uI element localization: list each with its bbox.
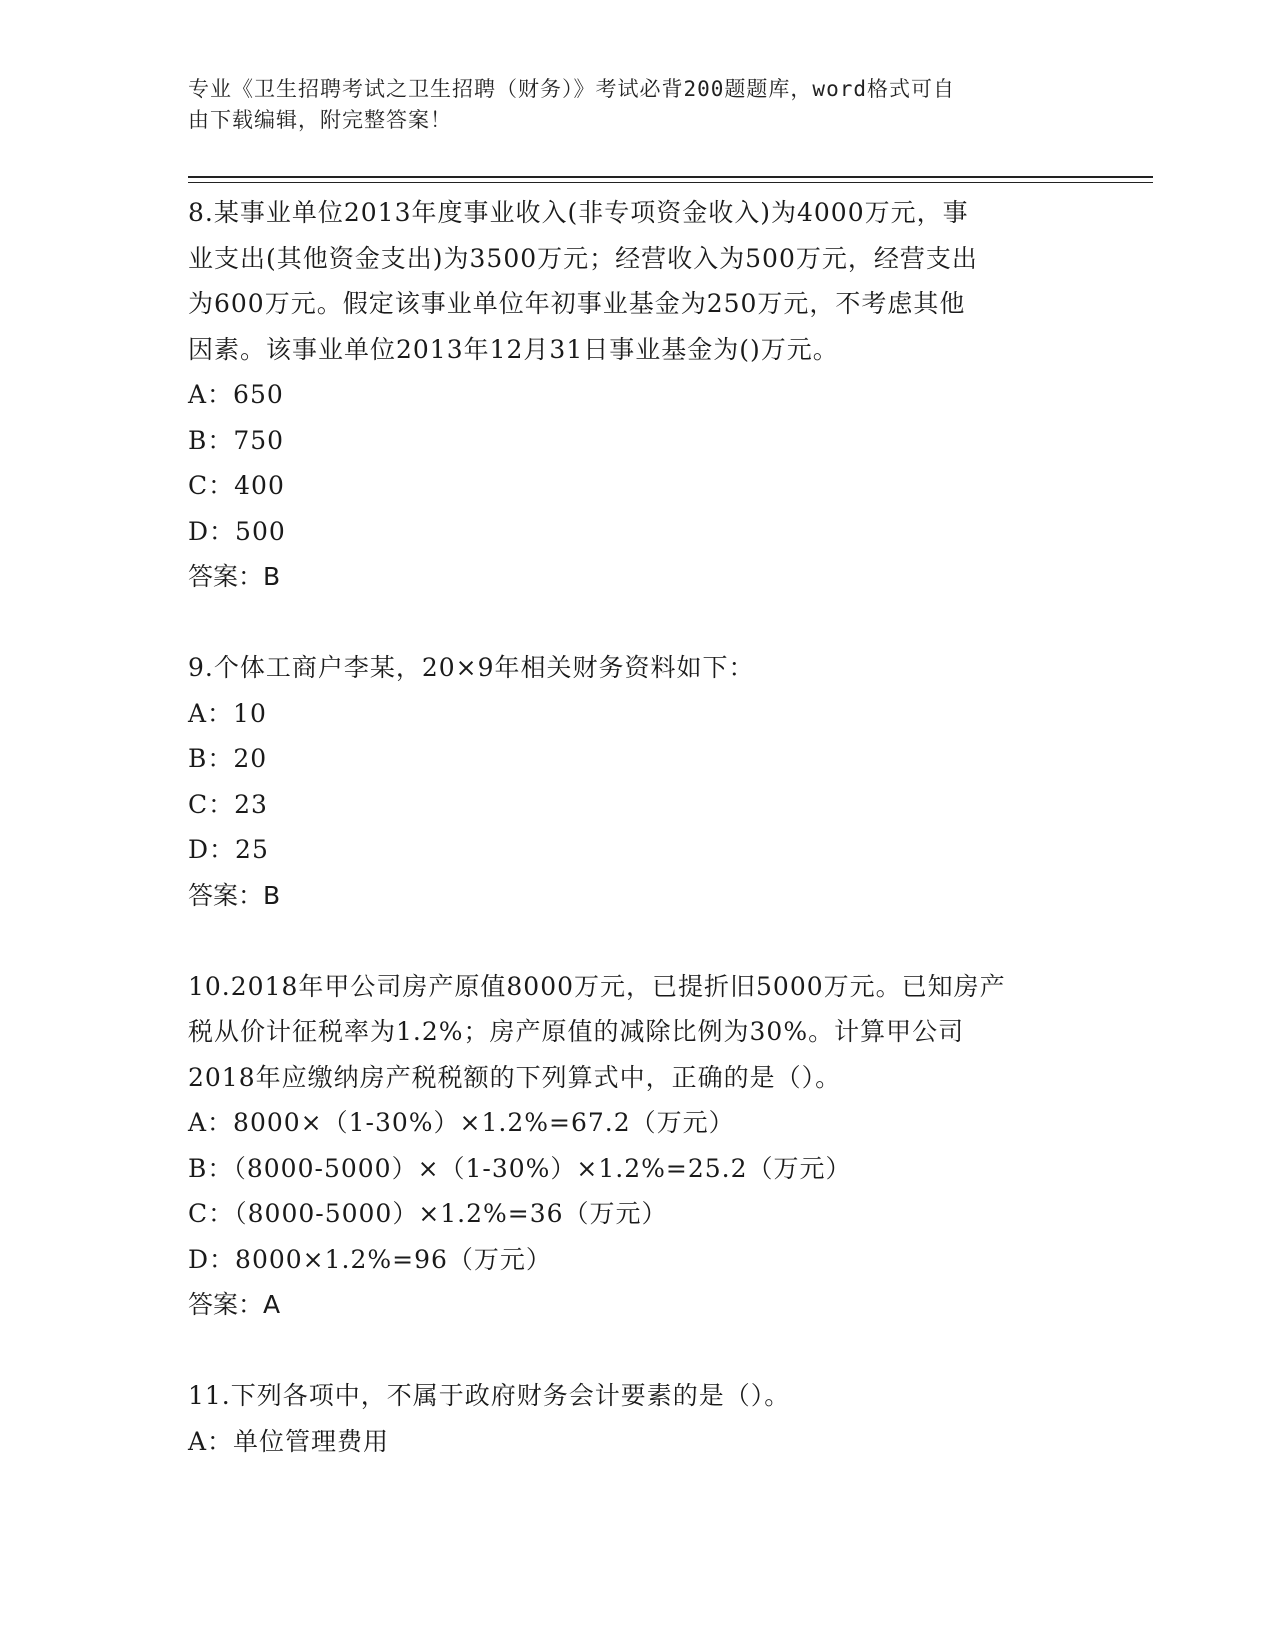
question-block xyxy=(188,1373,1088,1464)
option-a: A：10 xyxy=(188,698,267,728)
question-text-line: 10.2018年甲公司房产原值8000万元，已提折旧5000万元。已知房产 xyxy=(188,971,1006,1001)
question-text-line: 业支出(其他资金支出)为3500万元；经营收入为500万元，经营支出 xyxy=(188,243,978,273)
header-divider-thin xyxy=(188,182,1153,183)
question-text-line: 11.下列各项中，不属于政府财务会计要素的是（）。 xyxy=(188,1381,791,1410)
question-text-line: 8.某事业单位2013年度事业收入(非专项资金收入)为4000万元，事 xyxy=(188,198,969,227)
question-block xyxy=(188,964,1088,1328)
question-list xyxy=(188,190,1088,1464)
answer-line: 答案：B xyxy=(188,562,281,591)
option-c: C：（8000-5000）×1.2%=36（万元） xyxy=(188,1199,668,1228)
header-title-line-2: 由下载编辑，附完整答案！ xyxy=(188,108,452,132)
option-d: D：8000×1.2%=96（万元） xyxy=(188,1244,552,1274)
option-a: A：8000×（1-30%）×1.2%=67.2（万元） xyxy=(188,1108,735,1137)
option-c: C：23 xyxy=(188,789,268,819)
question-text-line: 税从价计征税率为1.2%；房产原值的减除比例为30%。计算甲公司 xyxy=(188,1017,965,1046)
question-spacer xyxy=(188,918,1088,964)
header-divider-thick xyxy=(188,176,1153,178)
answer-line: 答案：B xyxy=(188,880,281,910)
question-text-line: 因素。该事业单位2013年12月31日事业基金为()万元。 xyxy=(188,334,839,364)
question-text-line: 为600万元。假定该事业单位年初事业基金为250万元，不考虑其他 xyxy=(188,289,966,318)
option-c: C：400 xyxy=(188,471,285,500)
question-block xyxy=(188,645,1088,918)
question-spacer xyxy=(188,600,1088,646)
option-a: A：650 xyxy=(188,380,284,409)
document-header xyxy=(188,74,1088,136)
option-d: D：500 xyxy=(188,516,286,546)
option-b: B：750 xyxy=(188,425,285,455)
option-a: A：单位管理费用 xyxy=(188,1426,390,1456)
question-block xyxy=(188,190,1088,600)
answer-line: 答案：A xyxy=(188,1290,281,1319)
header-title-line-1: 专业《卫生招聘考试之卫生招聘（财务）》考试必背200题题库，word格式可自 xyxy=(188,77,955,101)
question-spacer xyxy=(188,1328,1088,1374)
option-b: B：20 xyxy=(188,744,268,773)
question-text-line: 2018年应缴纳房产税税额的下列算式中，正确的是（）。 xyxy=(188,1062,842,1092)
question-text-line: 9.个体工商户李某，20×9年相关财务资料如下： xyxy=(188,653,755,682)
option-b: B：（8000-5000）×（1-30%）×1.2%=25.2（万元） xyxy=(188,1153,852,1183)
option-d: D：25 xyxy=(188,835,269,864)
